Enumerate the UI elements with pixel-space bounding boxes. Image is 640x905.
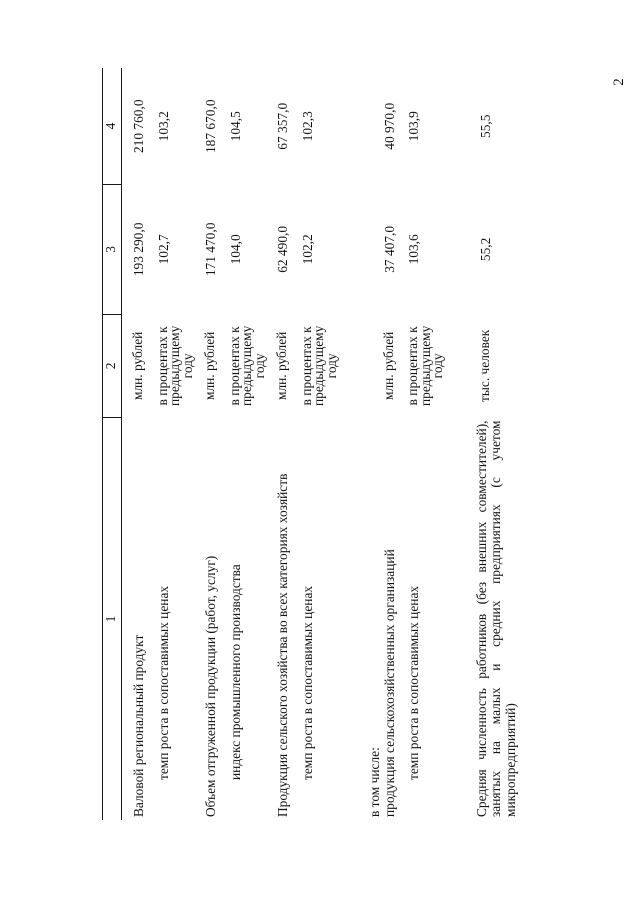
row-label: Средняя численность работников (без внешних совместителей), занятых на малых и средних предприятиях (с учетом микропредприятий): [473, 420, 519, 817]
row-label: темп роста в сопоставимых ценах: [155, 585, 171, 780]
table-row: [383, 68, 398, 820]
row-unit: млн. рублей: [202, 331, 217, 401]
row-label: в том числе:: [367, 747, 382, 817]
header-col-3: 3: [103, 185, 122, 315]
row-label: продукция сельскохозяйственных организаций: [381, 549, 397, 817]
row-unit: в процентах к предыдущему году: [405, 325, 445, 407]
row-unit: млн. рублей: [274, 331, 289, 401]
row-value-3: 102,7: [155, 234, 171, 265]
row-value-3: 103,6: [406, 234, 421, 265]
row-label: Валовой региональный продукт: [131, 634, 146, 817]
row-value-3: 193 290,0: [131, 222, 146, 277]
header-col-2: 2: [103, 314, 122, 417]
row-unit: в процентах к предыдущему году: [154, 325, 195, 407]
row-value-3: 171 470,0: [203, 222, 218, 277]
table-row: [157, 68, 195, 820]
row-value-4: [368, 68, 383, 185]
row-value-4: 67 357,0: [275, 102, 290, 150]
row-value-3: 55,2: [477, 237, 493, 262]
table-row: [368, 68, 383, 820]
row-value-3: 37 407,0: [381, 225, 397, 273]
row-value-3: 62 490,0: [275, 225, 290, 273]
table-row: [475, 68, 519, 820]
row-unit: млн. рублей: [380, 331, 396, 401]
row-label: темп роста в сопоставимых ценах: [406, 585, 421, 780]
table-row: [229, 68, 267, 820]
row-unit: в процентах к предыдущему году: [226, 325, 267, 407]
row-value-4: 104,5: [227, 111, 243, 142]
row-value-4: 103,9: [406, 111, 421, 142]
table-row: [301, 68, 339, 820]
row-label: Продукция сельского хозяйства во всех категориях хозяйств: [275, 473, 290, 817]
row-value-3: 102,2: [299, 234, 315, 265]
table-row: [132, 68, 147, 820]
page-number: 2: [611, 78, 627, 86]
row-label: темп роста в сопоставимых ценах: [299, 585, 315, 780]
row-label: индекс промышленного производства: [227, 564, 243, 780]
table-row: [204, 68, 219, 820]
row-unit: млн. рублей: [130, 331, 145, 401]
table-row: [276, 68, 291, 820]
row-value-4: 40 970,0: [381, 102, 397, 150]
row-value-4: 55,5: [477, 114, 493, 138]
row-value-4: 210 760,0: [131, 99, 146, 154]
indicators-table: [102, 68, 519, 820]
table-header-row: [103, 68, 122, 820]
rotated-table-container: [102, 68, 552, 820]
header-col-1: 1: [103, 418, 122, 821]
row-label: Объем отгруженной продукции (работ, услуг): [203, 555, 218, 817]
table-row: [407, 68, 445, 820]
row-value-3: 104,0: [227, 234, 243, 265]
row-value-4: 187 670,0: [203, 99, 218, 154]
row-value-3: [368, 185, 383, 315]
row-value-4: 103,2: [155, 111, 171, 142]
row-value-4: 102,3: [299, 111, 315, 142]
header-col-4: 4: [103, 68, 122, 185]
row-unit: в процентах к предыдущему году: [298, 325, 339, 407]
row-unit: тыс. человек: [476, 329, 492, 402]
